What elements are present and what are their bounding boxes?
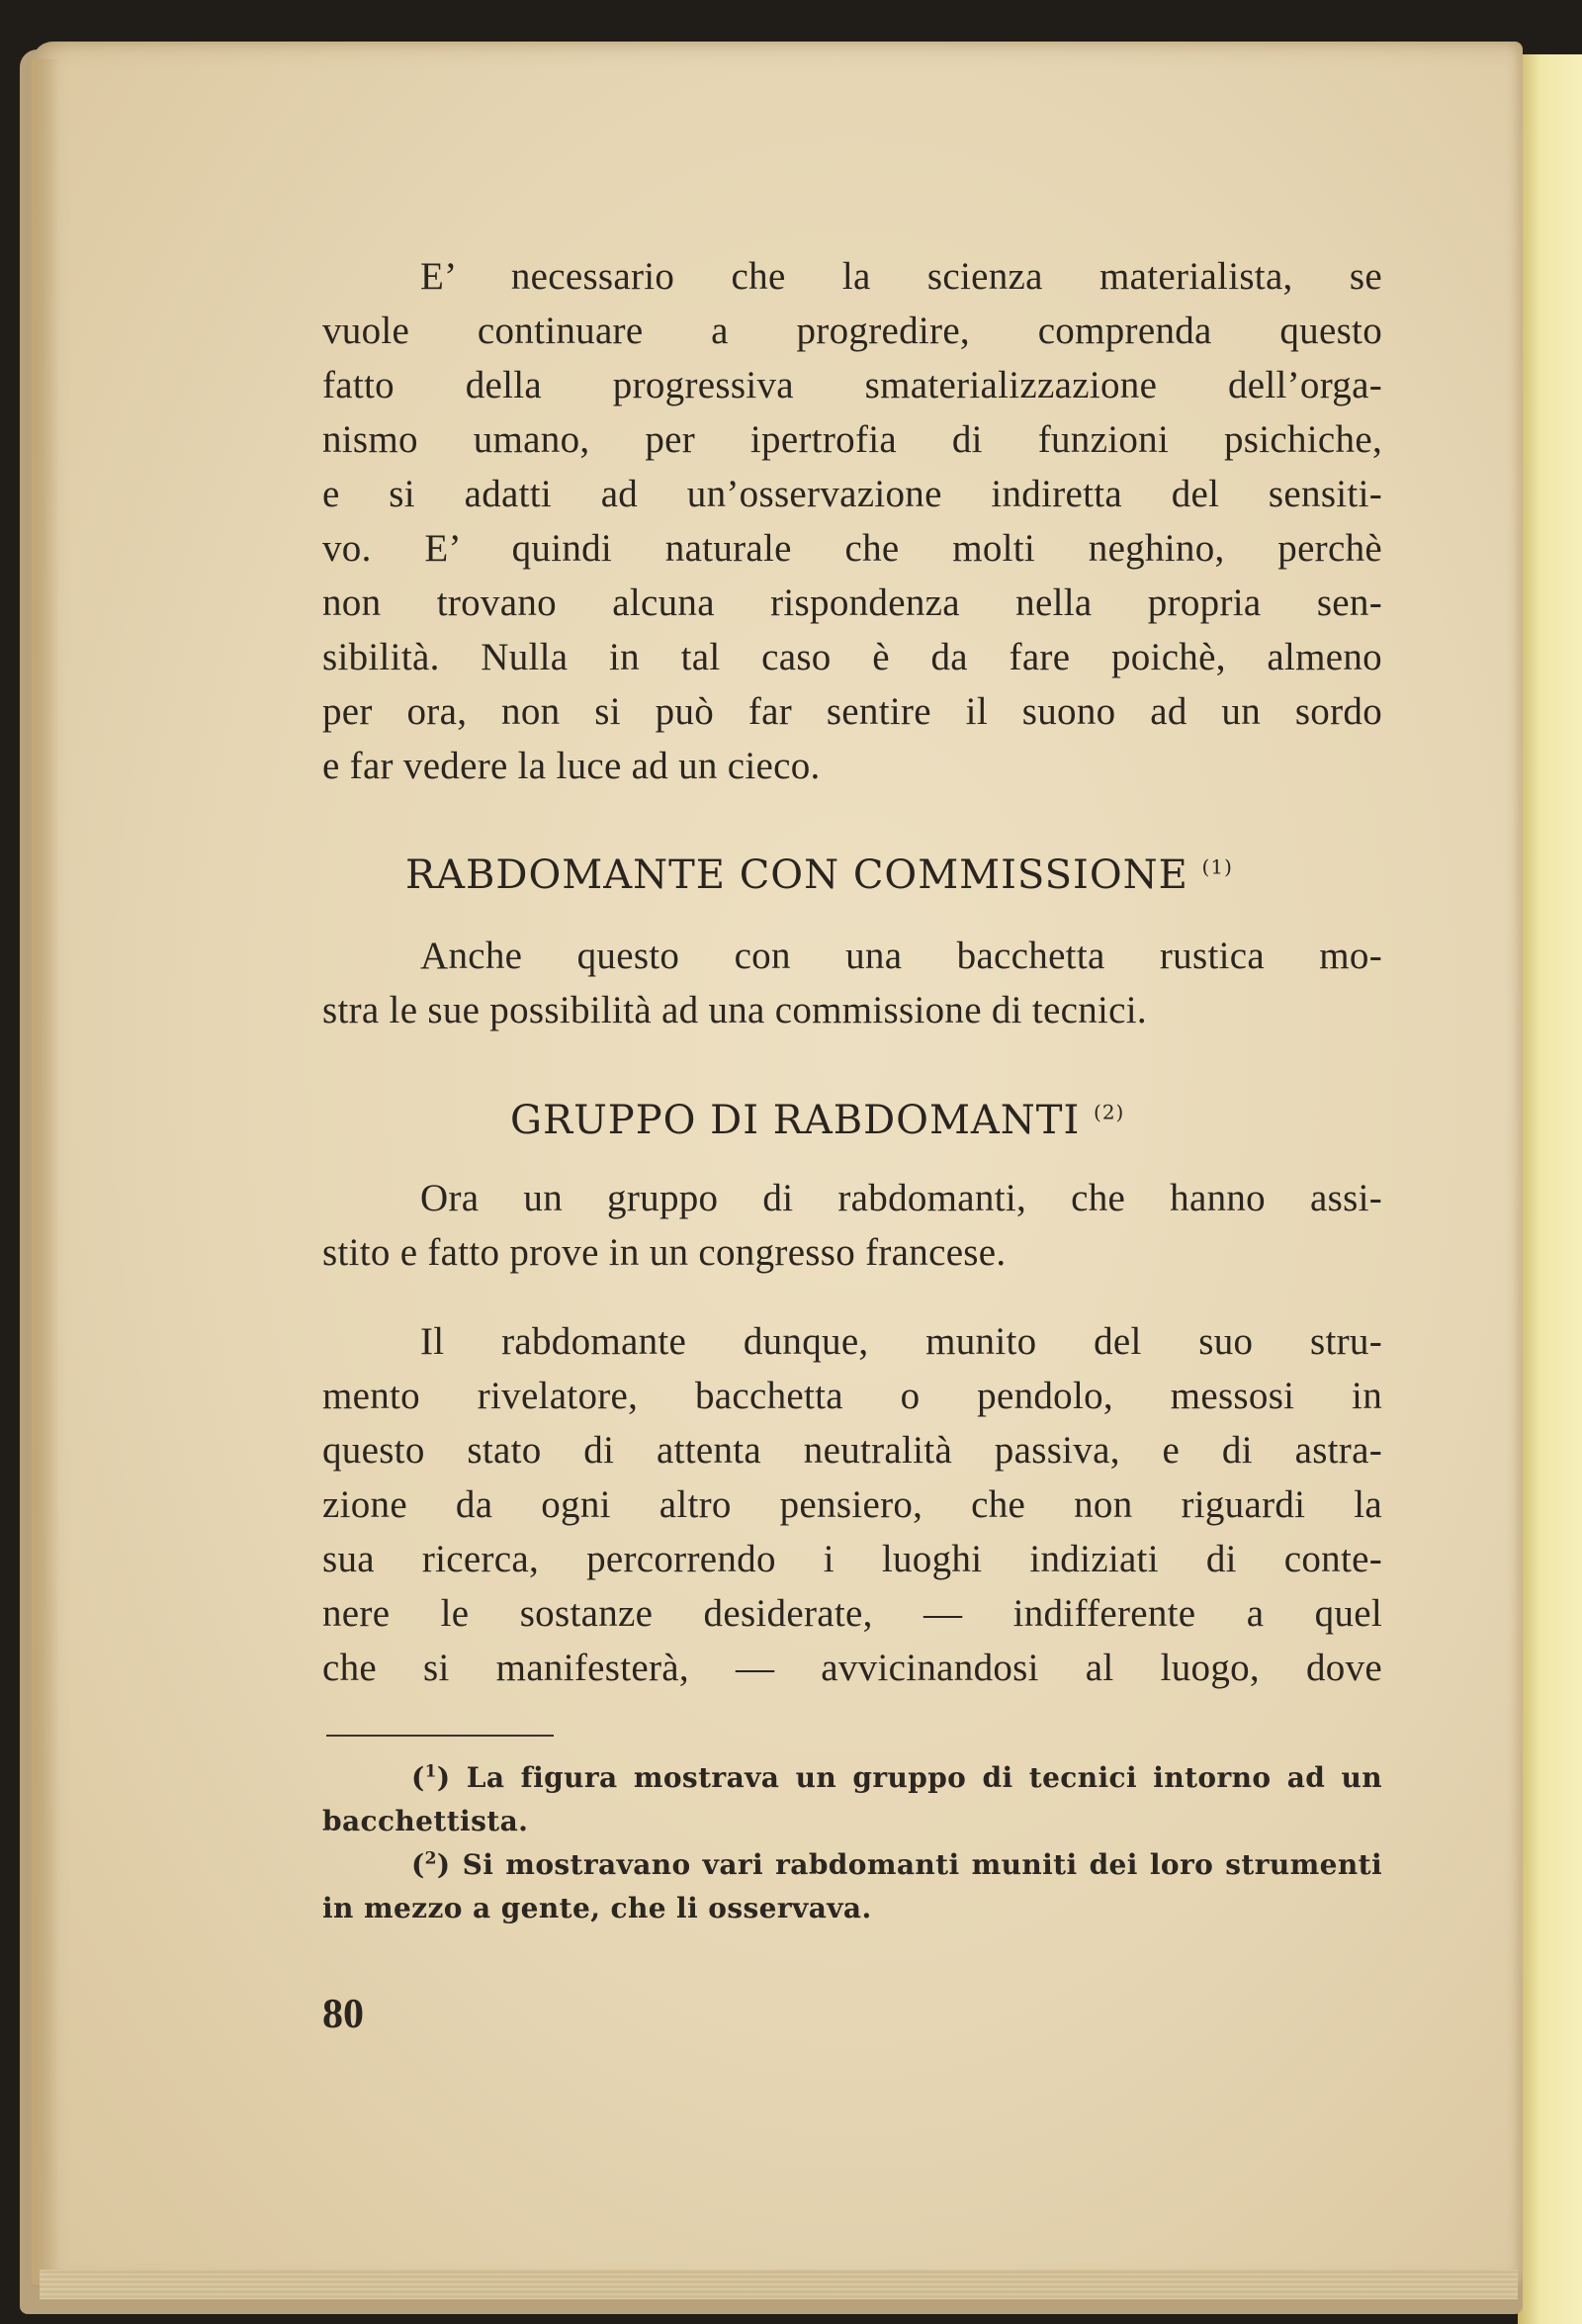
section-heading-2 [510,1096,1124,1145]
text-line: stito e fatto prove in un congresso francese. [322,1231,1007,1274]
text-line: Ora un gruppo di rabdomanti, che hanno assi- [420,1177,1382,1219]
text-line: fatto della progressiva smaterializzazione dell’orga- [322,364,1382,406]
text-line: vo. E’ quindi naturale che molti neghino, perchè [322,527,1382,570]
heading-text: RABDOMANTE CON COMMISSIONE [405,852,1188,898]
text-line: sibilità. Nulla in tal caso è da fare poichè, almeno [322,636,1382,678]
text-line: per ora, non si può far sentire il suono ad un sordo [322,690,1382,733]
text-line: zione da ogni altro pensiero, che non riguardi la [322,1483,1382,1526]
page-bottom-edge [40,2270,1518,2299]
text-line: e si adatti ad un’osservazione indiretta del sensiti- [322,473,1382,515]
section-heading-1 [405,850,1233,900]
footnote-1: ($^1$) La figura mostrava un gruppo di tecnici intorno ad un [411,1761,1382,1794]
footnote-marker: (1) [1201,854,1233,879]
footnote-number: 2 [424,1848,437,1869]
text-line: E’ necessario che la scienza materialista, se [420,255,1382,298]
text-line: Il rabdomante dunque, munito del suo stru- [420,1320,1382,1363]
page-gutter [32,59,59,2284]
text-line: non trovano alcuna rispondenza nella propria sen- [322,581,1382,624]
text-line: stra le sue possibilità ad una commissione di tecnici. [322,989,1147,1031]
next-page-edge [1518,54,1582,2324]
footnote-number: 1 [424,1761,437,1782]
heading-text: GRUPPO DI RABDOMANTI [510,1098,1081,1143]
footnote-text: Si mostravano vari rabdomanti muniti dei loro strumenti [462,1848,1383,1881]
text-line: questo stato di attenta neutralità passiva, e di astra- [322,1429,1382,1472]
text-line: e far vedere la luce ad un cieco. [322,745,821,787]
text-line: sua ricerca, percorrendo i luoghi indiziati di conte- [322,1538,1382,1580]
footnote-2: ($^2$) Si mostravano vari rabdomanti muniti dei loro strumenti [411,1848,1383,1881]
text-line: nismo umano, per ipertrofia di funzioni psichiche, [322,418,1382,461]
text-line: nere le sostanze desiderate, — indifferente a quel [322,1592,1382,1635]
footnote-2-cont: in mezzo a gente, che li osservava. [322,1892,872,1924]
footnote-text: La figura mostrava un gruppo di tecnici intorno ad un [466,1761,1382,1794]
footnote-1-cont: bacchettista. [322,1805,529,1837]
footnote-marker: (2) [1094,1100,1125,1124]
footnote-divider [326,1735,554,1737]
text-line: vuole continuare a progredire, comprenda questo [322,310,1382,352]
page-number: 80 [322,1992,364,2037]
text-line: che si manifesterà, — avvicinandosi al luogo, dove [322,1647,1382,1689]
text-line: Anche questo con una bacchetta rustica mo- [420,935,1382,977]
text-line: mento rivelatore, bacchetta o pendolo, messosi in [322,1375,1382,1417]
